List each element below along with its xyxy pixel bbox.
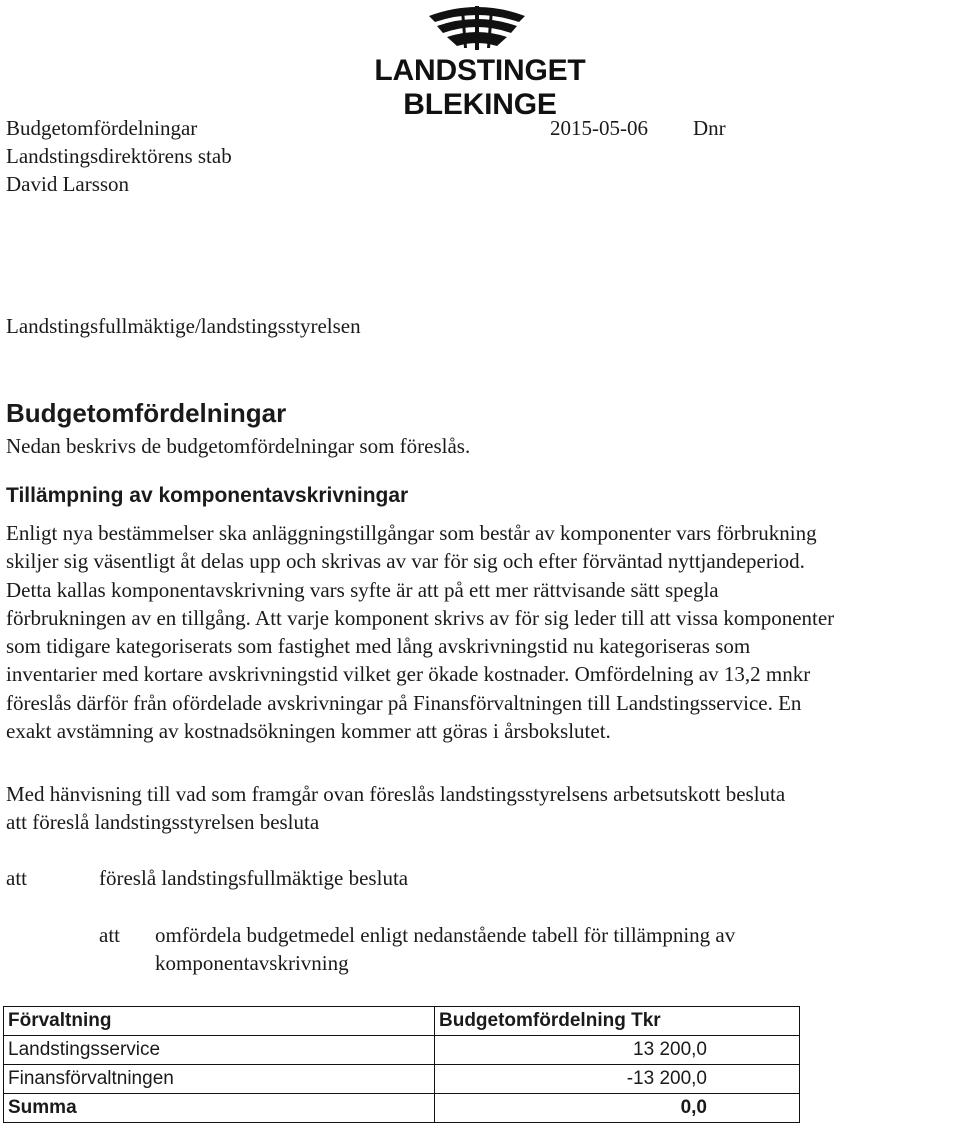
body-line: föreslås därför från ofördelade avskrivningar på Finansförvaltningen till Landstingsservice. En	[6, 690, 802, 715]
sub-decision-att: att	[99, 923, 120, 947]
proposal-line: att föreslå landstingsstyrelsen besluta	[6, 810, 320, 835]
row-value: 13 200,0	[435, 1036, 800, 1065]
body-line: Enligt nya bestämmelser ska anläggningstillgångar som består av komponenter vars förbrukning	[6, 521, 817, 545]
total-value: 0,0	[435, 1094, 800, 1123]
logo	[300, 2, 660, 121]
intro-text: Nedan beskrivs de budgetomfördelningar som föreslås.	[6, 434, 471, 458]
decision-att: att	[6, 866, 27, 890]
main-heading: Budgetomfördelningar	[6, 398, 287, 428]
total-name: Summa	[4, 1094, 435, 1123]
body-line: Detta kallas komponentavskrivning vars syfte är att på ett mer rättvisande sätt spegla	[6, 577, 719, 602]
document-title: Budgetomfördelningar	[6, 116, 198, 140]
sub-decision-line: komponentavskrivning	[155, 951, 349, 975]
column-header: Förvaltning	[4, 1007, 435, 1036]
table-row	[4, 1065, 800, 1094]
row-name: Finansförvaltningen	[4, 1065, 435, 1094]
budget-table	[3, 1006, 800, 1123]
table-row	[4, 1036, 800, 1065]
recipient: Landstingsfullmäktige/landstingsstyrelsen	[6, 314, 361, 338]
author: David Larsson	[6, 172, 130, 196]
body-paragraph	[6, 519, 956, 745]
column-header: Budgetomfördelning Tkr	[435, 1007, 800, 1036]
logo-text: LANDSTINGET BLEKINGE	[374, 54, 586, 121]
section-heading: Tillämpning av komponentavskrivningar	[6, 484, 409, 507]
body-line: som tidigare kategoriserats som fastighet med lång avskrivningstid nu kategoriseras som	[6, 634, 751, 659]
proposal-line: Med hänvisning till vad som framgår ovan föreslås landstingsstyrelsens arbetsutskott besluta	[6, 782, 786, 806]
sub-decision-line: omfördela budgetmedel enligt nedanstående tabell för tillämpning av	[155, 923, 736, 947]
table-header-row	[4, 1007, 800, 1036]
body-line: skiljer sig väsentligt åt delas upp och skrivas av var för sig och efter förväntad nyttjandeperiod.	[6, 549, 805, 574]
body-line: exakt avstämning av kostnadsökningen kommer att göras i årsbokslutet.	[6, 719, 611, 744]
table-total-row	[4, 1094, 800, 1123]
row-name: Landstingsservice	[4, 1036, 435, 1065]
body-line: förbrukningen av en tillgång. Att varje komponent skrivs av för sig leder till att vissa komponenter	[6, 605, 835, 630]
row-value: -13 200,0	[435, 1065, 800, 1094]
document-date: 2015-05-06	[550, 116, 648, 140]
department: Landstingsdirektörens stab	[6, 144, 232, 168]
body-line: inventarier med kortare avskrivningstid vilket ger ökade kostnader. Omfördelning av 13,2 mnkr	[6, 662, 811, 687]
dnr-label: Dnr	[693, 116, 726, 140]
ship-emblem-icon	[427, 2, 527, 52]
decision-text: föreslå landstingsfullmäktige besluta	[99, 866, 409, 890]
proposal-paragraph	[6, 780, 956, 837]
